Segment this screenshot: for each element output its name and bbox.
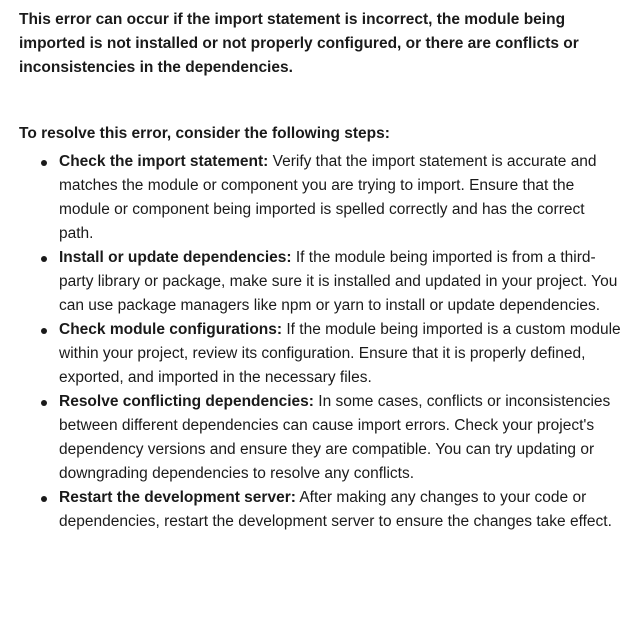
list-item [59,246,623,318]
step-term: Check the import statement: [59,153,269,170]
list-item [59,150,623,246]
step-text: If the module being imported is from a third-party library or package, make sure it is installed and updated in your project. You can use package managers like npm or yarn to install or update dependencies. [59,249,618,314]
step-term: Install or update dependencies: [59,249,292,266]
bullet-icon [41,160,47,166]
step-text: Verify that the import statement is accurate and matches the module or component you are trying to import. Ensure that the module or component being imported is spelled correctly and has the correct path. [59,153,597,242]
intro-paragraph: This error can occur if the import statement is incorrect, the module being imported is not installed or not properly configured, or there are conflicts or inconsistencies in the dependencies. [19,11,579,76]
list-item [59,486,623,534]
list-item [59,318,623,390]
steps-heading: To resolve this error, consider the following steps: [19,125,390,142]
step-text: After making any changes to your code or dependencies, restart the development server to ensure the changes take effect. [59,489,612,530]
bullet-icon [41,496,47,502]
list-item [59,390,623,486]
step-text: In some cases, conflicts or inconsistencies between different dependencies can cause import errors. Check your project's dependency versions and ensure they are compatible. You can try updating or downgrading dependencies to resolve any conflicts. [59,393,611,482]
bullet-icon [41,328,47,334]
step-term: Check module configurations: [59,321,283,338]
step-term: Resolve conflicting dependencies: [59,393,314,410]
steps-list [19,150,623,534]
step-term: Restart the development server: [59,489,296,506]
bullet-icon [41,256,47,262]
step-text: If the module being imported is a custom module within your project, review its configuration. Ensure that it is properly defined, exported, and imported in the necessary files. [59,321,621,386]
bullet-icon [41,400,47,406]
